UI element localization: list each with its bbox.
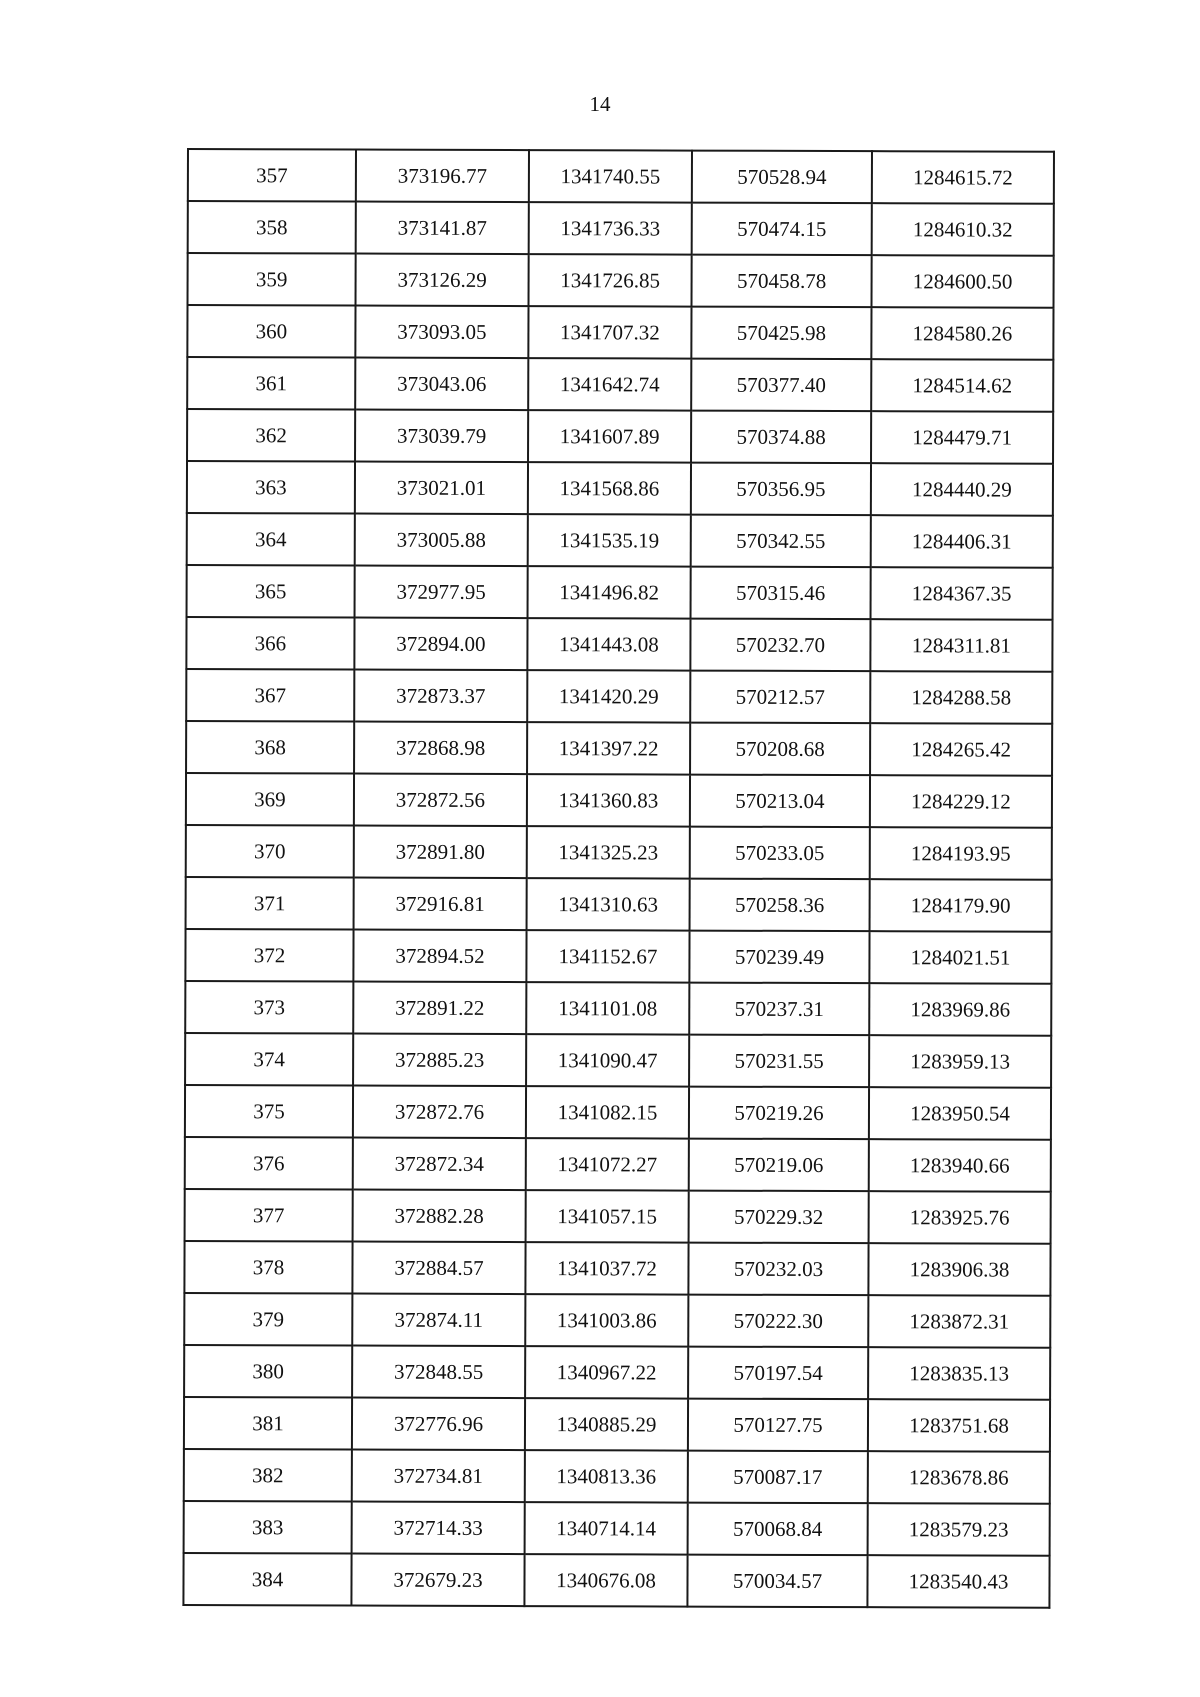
point-number-cell: 362 [187, 409, 355, 462]
table-row [185, 981, 1051, 1036]
coordinate-x1-cell: 373005.88 [355, 514, 528, 567]
point-number-cell: 374 [185, 1033, 353, 1086]
coordinate-x2-cell: 570233.05 [690, 827, 870, 880]
coordinate-y1-cell: 1341057.15 [526, 1190, 689, 1243]
coordinate-x2-cell: 570213.04 [690, 775, 870, 828]
coordinate-x2-cell: 570087.17 [688, 1451, 868, 1504]
coordinate-x2-cell: 570239.49 [689, 931, 869, 984]
coordinate-x1-cell: 372872.76 [353, 1086, 526, 1139]
coordinate-y2-cell: 1283540.43 [867, 1555, 1049, 1608]
coordinate-x2-cell: 570425.98 [691, 307, 871, 360]
coordinate-x1-cell: 373126.29 [356, 254, 529, 307]
table-row [187, 305, 1053, 360]
table-row [186, 825, 1052, 880]
table-row [187, 357, 1053, 412]
coordinate-y2-cell: 1284367.35 [871, 567, 1053, 620]
coordinate-y1-cell: 1341642.74 [528, 358, 691, 411]
coordinate-y1-cell: 1341360.83 [527, 774, 690, 827]
table-row [185, 1189, 1051, 1244]
coordinate-y2-cell: 1283950.54 [869, 1087, 1051, 1140]
point-number-cell: 372 [185, 929, 353, 982]
coordinate-x1-cell: 372734.81 [352, 1450, 525, 1503]
coordinate-x2-cell: 570458.78 [692, 255, 872, 308]
table-row [187, 461, 1053, 516]
coordinate-y1-cell: 1341310.63 [527, 878, 690, 931]
coordinate-y1-cell: 1341736.33 [529, 202, 692, 255]
coordinate-y1-cell: 1341090.47 [526, 1034, 689, 1087]
point-number-cell: 361 [187, 357, 355, 410]
coordinate-y1-cell: 1341037.72 [525, 1242, 688, 1295]
coordinate-x2-cell: 570237.31 [689, 983, 869, 1036]
table-row [183, 1553, 1049, 1608]
point-number-cell: 360 [187, 305, 355, 358]
coordinate-y1-cell: 1340967.22 [525, 1346, 688, 1399]
coordinate-x2-cell: 570377.40 [691, 359, 871, 412]
coordinate-x2-cell: 570068.84 [688, 1503, 868, 1556]
point-number-cell: 380 [184, 1345, 352, 1398]
coordinate-y1-cell: 1341726.85 [529, 254, 692, 307]
coordinate-x1-cell: 372916.81 [354, 878, 527, 931]
table-row [185, 1085, 1051, 1140]
point-number-cell: 370 [186, 825, 354, 878]
point-number-cell: 379 [184, 1293, 352, 1346]
coordinate-x2-cell: 570034.57 [687, 1555, 867, 1608]
coordinate-y1-cell: 1341707.32 [528, 306, 691, 359]
point-number-cell: 368 [186, 721, 354, 774]
table-row [186, 877, 1052, 932]
coordinate-x2-cell: 570208.68 [690, 723, 870, 776]
coordinate-y1-cell: 1341607.89 [528, 410, 691, 463]
coordinate-x1-cell: 373093.05 [355, 306, 528, 359]
coordinate-y2-cell: 1284311.81 [870, 619, 1052, 672]
point-number-cell: 365 [187, 565, 355, 618]
table-row [184, 1241, 1050, 1296]
coordinate-y2-cell: 1284265.42 [870, 723, 1052, 776]
coordinate-x1-cell: 372872.34 [353, 1138, 526, 1191]
coordinate-y2-cell: 1283678.86 [868, 1451, 1050, 1504]
point-number-cell: 364 [187, 513, 355, 566]
point-number-cell: 359 [188, 253, 356, 306]
point-number-cell: 367 [186, 669, 354, 722]
coordinate-x2-cell: 570356.95 [691, 463, 871, 516]
coordinate-y2-cell: 1284193.95 [870, 827, 1052, 880]
coordinate-x1-cell: 372873.37 [354, 670, 527, 723]
coordinate-x2-cell: 570212.57 [690, 671, 870, 724]
point-number-cell: 383 [184, 1501, 352, 1554]
coordinate-x1-cell: 372891.22 [353, 982, 526, 1035]
coordinate-x1-cell: 372894.00 [354, 618, 527, 671]
table-row [184, 1293, 1050, 1348]
coordinate-table-container [182, 148, 1053, 1609]
coordinate-y1-cell: 1341082.15 [526, 1086, 689, 1139]
table-row [185, 1137, 1051, 1192]
coordinate-x2-cell: 570222.30 [688, 1295, 868, 1348]
coordinate-y1-cell: 1341443.08 [527, 618, 690, 671]
table-row [188, 201, 1054, 256]
point-number-cell: 363 [187, 461, 355, 514]
coordinate-x2-cell: 570315.46 [691, 567, 871, 620]
coordinate-x1-cell: 372868.98 [354, 722, 527, 775]
coordinate-y1-cell: 1341420.29 [527, 670, 690, 723]
coordinate-y1-cell: 1341152.67 [526, 930, 689, 983]
coordinate-y2-cell: 1283835.13 [868, 1347, 1050, 1400]
coordinate-x1-cell: 373039.79 [355, 410, 528, 463]
coordinate-y1-cell: 1341072.27 [526, 1138, 689, 1191]
table-row [187, 513, 1053, 568]
table-row [186, 773, 1052, 828]
coordinate-y1-cell: 1340885.29 [525, 1398, 688, 1451]
coordinate-x2-cell: 570342.55 [691, 515, 871, 568]
table-row [186, 669, 1052, 724]
coordinate-x2-cell: 570474.15 [692, 203, 872, 256]
coordinate-x1-cell: 372891.80 [354, 826, 527, 879]
point-number-cell: 371 [186, 877, 354, 930]
table-row [185, 1033, 1051, 1088]
coordinate-y2-cell: 1284615.72 [872, 151, 1054, 204]
table-row [186, 721, 1052, 776]
coordinate-y2-cell: 1284229.12 [870, 775, 1052, 828]
point-number-cell: 369 [186, 773, 354, 826]
coordinate-y1-cell: 1341496.82 [528, 566, 691, 619]
coordinate-y1-cell: 1340813.36 [525, 1450, 688, 1503]
coordinate-y2-cell: 1283579.23 [868, 1503, 1050, 1556]
coordinate-x1-cell: 372885.23 [353, 1034, 526, 1087]
coordinate-x1-cell: 372884.57 [352, 1242, 525, 1295]
coordinate-y2-cell: 1283872.31 [868, 1295, 1050, 1348]
table-row [184, 1449, 1050, 1504]
point-number-cell: 358 [188, 201, 356, 254]
coordinate-x2-cell: 570374.88 [691, 411, 871, 464]
coordinate-x1-cell: 372872.56 [354, 774, 527, 827]
coordinate-y2-cell: 1284021.51 [869, 931, 1051, 984]
coordinate-x2-cell: 570528.94 [692, 151, 872, 204]
coordinate-x2-cell: 570231.55 [689, 1035, 869, 1088]
coordinate-y2-cell: 1284610.32 [872, 203, 1054, 256]
coordinate-y1-cell: 1341397.22 [527, 722, 690, 775]
coordinate-x1-cell: 372874.11 [352, 1294, 525, 1347]
coordinate-x1-cell: 372977.95 [355, 566, 528, 619]
coordinate-y2-cell: 1283959.13 [869, 1035, 1051, 1088]
coordinate-y2-cell: 1284479.71 [871, 411, 1053, 464]
coordinate-y2-cell: 1283925.76 [869, 1191, 1051, 1244]
coordinate-y2-cell: 1283940.66 [869, 1139, 1051, 1192]
coordinate-y1-cell: 1341740.55 [529, 150, 692, 203]
coordinate-x1-cell: 372848.55 [352, 1346, 525, 1399]
table-row [185, 929, 1051, 984]
table-row [188, 149, 1054, 204]
coordinate-y2-cell: 1284288.58 [870, 671, 1052, 724]
coordinate-y2-cell: 1284600.50 [872, 255, 1054, 308]
coordinate-x2-cell: 570258.36 [690, 879, 870, 932]
coordinate-x1-cell: 373021.01 [355, 462, 528, 515]
coordinate-y1-cell: 1340714.14 [525, 1502, 688, 1555]
point-number-cell: 373 [185, 981, 353, 1034]
coordinate-y2-cell: 1284406.31 [871, 515, 1053, 568]
coordinate-y2-cell: 1284179.90 [870, 879, 1052, 932]
coordinate-table [182, 148, 1055, 1609]
point-number-cell: 378 [184, 1241, 352, 1294]
coordinate-x2-cell: 570127.75 [688, 1399, 868, 1452]
coordinate-y2-cell: 1284514.62 [871, 359, 1053, 412]
coordinate-y2-cell: 1283969.86 [869, 983, 1051, 1036]
table-row [187, 409, 1053, 464]
coordinate-y2-cell: 1283906.38 [868, 1243, 1050, 1296]
coordinate-x1-cell: 372776.96 [352, 1398, 525, 1451]
table-row [186, 617, 1052, 672]
table-row [184, 1501, 1050, 1556]
coordinate-y1-cell: 1341003.86 [525, 1294, 688, 1347]
point-number-cell: 384 [183, 1553, 351, 1606]
point-number-cell: 382 [184, 1449, 352, 1502]
coordinate-x2-cell: 570219.26 [689, 1087, 869, 1140]
coordinate-x1-cell: 373196.77 [356, 150, 529, 203]
coordinate-x2-cell: 570229.32 [689, 1191, 869, 1244]
table-row [184, 1345, 1050, 1400]
coordinate-x1-cell: 372882.28 [353, 1190, 526, 1243]
table-row [187, 565, 1053, 620]
coordinate-x2-cell: 570219.06 [689, 1139, 869, 1192]
coordinate-table-body [183, 149, 1054, 1608]
coordinate-y2-cell: 1284580.26 [871, 307, 1053, 360]
coordinate-y1-cell: 1341535.19 [528, 514, 691, 567]
coordinate-y1-cell: 1341568.86 [528, 462, 691, 515]
coordinate-y2-cell: 1284440.29 [871, 463, 1053, 516]
point-number-cell: 357 [188, 149, 356, 202]
coordinate-x1-cell: 372894.52 [353, 930, 526, 983]
point-number-cell: 381 [184, 1397, 352, 1450]
coordinate-x2-cell: 570232.03 [688, 1243, 868, 1296]
point-number-cell: 366 [186, 617, 354, 670]
coordinate-y1-cell: 1341325.23 [527, 826, 690, 879]
coordinate-y1-cell: 1341101.08 [526, 982, 689, 1035]
point-number-cell: 375 [185, 1085, 353, 1138]
point-number-cell: 376 [185, 1137, 353, 1190]
coordinate-x1-cell: 372679.23 [351, 1554, 524, 1607]
table-row [184, 1397, 1050, 1452]
coordinate-y2-cell: 1283751.68 [868, 1399, 1050, 1452]
coordinate-x1-cell: 373043.06 [355, 358, 528, 411]
coordinate-x2-cell: 570197.54 [688, 1347, 868, 1400]
coordinate-x2-cell: 570232.70 [690, 619, 870, 672]
coordinate-x1-cell: 372714.33 [352, 1502, 525, 1555]
coordinate-y1-cell: 1340676.08 [524, 1554, 687, 1607]
table-row [188, 253, 1054, 308]
coordinate-x1-cell: 373141.87 [356, 202, 529, 255]
page-number: 14 [589, 92, 611, 116]
point-number-cell: 377 [185, 1189, 353, 1242]
